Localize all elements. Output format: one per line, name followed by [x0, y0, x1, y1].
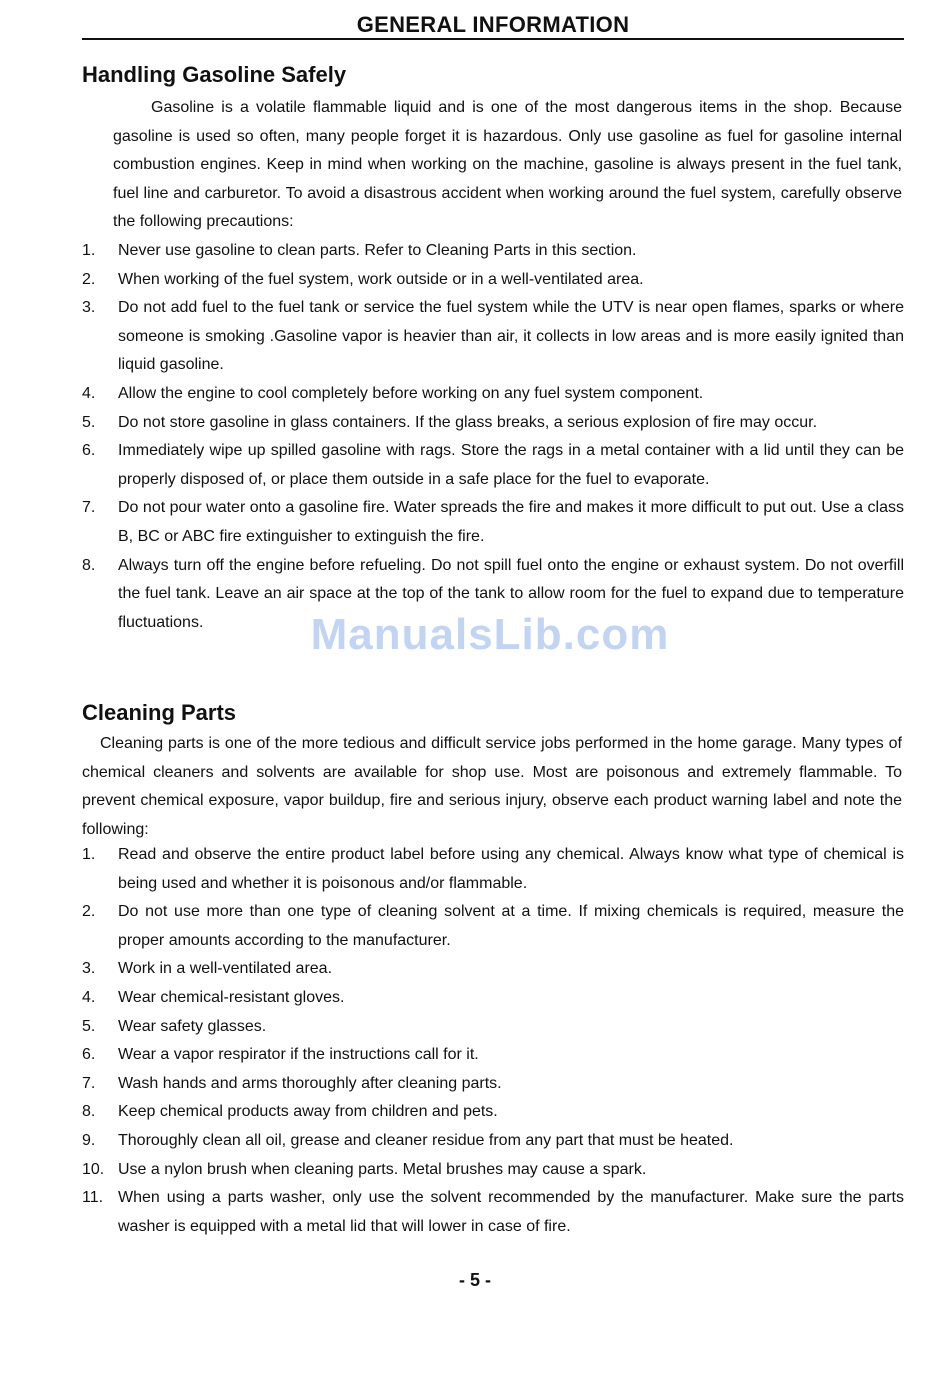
- list-item-text: Do not store gasoline in glass containers. If the glass breaks, a serious explosion of fire may occur.: [118, 413, 818, 431]
- list-item-number: 7.: [82, 1074, 96, 1092]
- cleaning-precautions-list: [82, 841, 904, 1241]
- list-item-text: Wash hands and arms thoroughly after cleaning parts.: [118, 1074, 502, 1092]
- list-item-text: Wear a vapor respirator if the instructions call for it.: [118, 1046, 479, 1064]
- list-item-text: Wear safety glasses.: [118, 1017, 267, 1035]
- list-item-number: 8.: [82, 1103, 96, 1121]
- list-item-text: Allow the engine to cool completely before working on any fuel system component.: [118, 384, 704, 402]
- list-item-text: Use a nylon brush when cleaning parts. Metal brushes may cause a spark.: [118, 1160, 647, 1178]
- list-item: [82, 841, 904, 898]
- list-item-number: 1.: [82, 846, 96, 863]
- list-item-text: Thoroughly clean all oil, grease and cleaner residue from any part that must be heated.: [118, 1131, 734, 1149]
- list-item-text: Wear chemical-resistant gloves.: [118, 988, 345, 1006]
- list-item: [82, 1070, 904, 1099]
- list-item: [82, 380, 904, 409]
- list-item-number: 7.: [82, 499, 96, 517]
- section-title-cleaning-parts: Cleaning Parts: [82, 700, 237, 725]
- list-item: [82, 437, 904, 494]
- list-item-text: Do not use more than one type of cleaning solvent at a time. If mixing chemicals is required, measure the proper amounts according to the manufacturer.: [118, 903, 904, 949]
- list-item-number: 5.: [82, 1017, 96, 1035]
- list-item: [82, 266, 904, 295]
- section-intro-cleaning: Cleaning parts is one of the more tedious and difficult service jobs performed in the home garage. Many types of chemical cleaners and solvents are available for shop use. Most are poisonous and extremely flammable. To prevent chemical exposure, vapor buildup, fire and serious injury, observe each product warning label and note the following:: [82, 735, 902, 838]
- list-item: [82, 1013, 904, 1042]
- list-item-text: Immediately wipe up spilled gasoline with rags. Store the rags in a metal container with a lid until they can be properly disposed of, or place them outside in a safe place for the fuel to evaporate.: [118, 442, 904, 488]
- list-item: [82, 409, 904, 438]
- list-item: [82, 1127, 904, 1156]
- list-item: [82, 898, 904, 955]
- list-item-number: 3.: [82, 960, 96, 978]
- list-item-number: 4.: [82, 988, 96, 1006]
- list-item-number: 2.: [82, 270, 96, 288]
- list-item: [82, 1098, 904, 1127]
- list-item: [82, 1184, 904, 1241]
- list-item: [82, 984, 904, 1013]
- list-item-number: 1.: [82, 242, 96, 259]
- list-item: [82, 294, 904, 380]
- header-divider: [82, 38, 904, 40]
- page-number: - 5 -: [458, 1270, 491, 1290]
- list-item-number: 11.: [82, 1189, 104, 1207]
- list-item-number: 6.: [82, 442, 96, 460]
- list-item: [82, 494, 904, 551]
- list-item-text: Read and observe the entire product label before using any chemical. Always know what type of chemical is being used and whether it is poisonous and/or flammable.: [118, 846, 904, 892]
- list-item-number: 3.: [82, 299, 96, 317]
- list-item-text: When using a parts washer, only use the solvent recommended by the manufacturer. Make sure the parts washer is equipped with a metal lid that will lower in case of fire.: [118, 1189, 904, 1235]
- list-item: [82, 1156, 904, 1185]
- section-intro-gasoline: Gasoline is a volatile flammable liquid and is one of the most dangerous items in the shop. Because gasoline is used so often, many people forget it is hazardous. Only use gasoline as fuel for gasoline internal combustion engines. Keep in mind when working on the machine, gasoline is always present in the fuel tank, fuel line and carburetor. To avoid a disastrous accident when working around the fuel system, carefully observe the following precautions:: [113, 99, 902, 231]
- list-item-text: Work in a well-ventilated area.: [118, 960, 333, 978]
- list-item-text: When working of the fuel system, work outside or in a well-ventilated area.: [118, 270, 644, 288]
- list-item-number: 2.: [82, 903, 96, 921]
- list-item-number: 9.: [82, 1131, 96, 1149]
- list-item-text: Do not pour water onto a gasoline fire. Water spreads the fire and makes it more difficult to put out. Use a class B, BC or ABC fire extinguisher to extinguish the fire.: [118, 499, 904, 545]
- list-item-text: Never use gasoline to clean parts. Refer to Cleaning Parts in this section.: [118, 242, 637, 259]
- list-item-number: 5.: [82, 413, 96, 431]
- list-item: [82, 237, 904, 266]
- list-item-text: Do not add fuel to the fuel tank or service the fuel system while the UTV is near open flames, sparks or where someone is smoking .Gasoline vapor is heavier than air, it collects in low areas and is more easily ignited than liquid gasoline.: [118, 299, 904, 374]
- watermark: ManualsLib.com: [310, 610, 670, 659]
- list-item-number: 10.: [82, 1160, 105, 1178]
- list-item-number: 4.: [82, 384, 96, 402]
- list-item-text: Always turn off the engine before refueling. Do not spill fuel onto the engine or exhaust system. Do not overfill the fuel tank. Leave an air space at the top of the tank to allow room for the fuel to expand due to temperature fluctuations.: [118, 556, 904, 631]
- list-item: [82, 955, 904, 984]
- section-title-handling-gasoline: Handling Gasoline Safely: [82, 62, 347, 87]
- page-header-title: GENERAL INFORMATION: [356, 12, 630, 37]
- list-item-number: 6.: [82, 1046, 96, 1064]
- list-item-number: 8.: [82, 556, 96, 574]
- gasoline-precautions-list: [82, 237, 904, 637]
- list-item: [82, 1041, 904, 1070]
- list-item-text: Keep chemical products away from children and pets.: [118, 1103, 498, 1121]
